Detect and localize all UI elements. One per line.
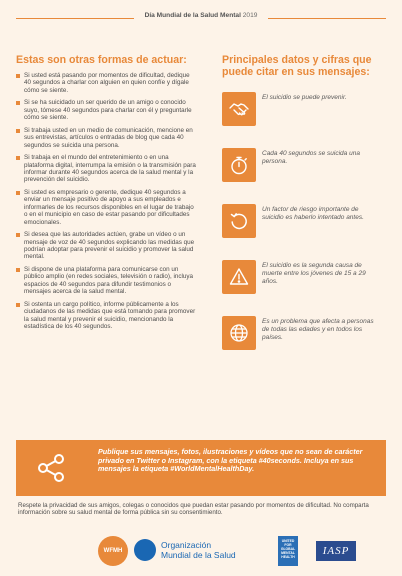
fact-item: [222, 256, 386, 312]
social-callout: [16, 440, 386, 496]
fact-text: El suicidio es la segunda causa de muerte entre los jóvenes de 15 a 29 años.: [262, 262, 366, 285]
fact-item: [222, 144, 386, 200]
fact-item: [222, 200, 386, 256]
list-item: Si trabaja en el mundo del entretenimiento o en una plataforma digital, interrumpa la emisión o la transmisión para informar durante 40 segundos acerca de la salud mental y la prevención del suicidio.: [16, 154, 198, 184]
header-rule-right: [268, 18, 386, 19]
page: [8, 6, 394, 570]
page-header: [8, 6, 394, 32]
facts-column: [222, 54, 386, 368]
bullet-square-icon: [16, 268, 20, 272]
fact-text: Cada 40 segundos se suicida una persona.: [262, 150, 360, 165]
united-mental-health-logo: UNITED FOR GLOBAL MENTAL HEALTH: [278, 536, 298, 566]
handshake-icon: [222, 92, 256, 126]
repeat-arrow-icon: [222, 204, 256, 238]
list-item: Si ostenta un cargo político, informe públicamente a los ciudadanos de las medidas que está tomando para promover la salud mental y prevenir el suicidio, mencionando la estadística de los 40 segundos.: [16, 301, 198, 331]
bullet-square-icon: [16, 101, 20, 105]
privacy-note: Respete la privacidad de sus amigos, colegas o conocidos que puedan estar pasando por momentos de dificultad. No comparta información sobre su salud mental de forma pública sin su consentimiento.: [18, 502, 369, 517]
bullet-square-icon: [16, 156, 20, 160]
bullet-square-icon: [16, 233, 20, 237]
callout-text: Publique sus mensajes, fotos, ilustraciones y vídeos que no sean de carácter privado en Twitter o Instagram, con la etiqueta #40seconds. Incluya en sus mensajes la etiqueta #WorldMentalHealthDay.: [98, 447, 363, 474]
facts-heading: Principales datos y cifras que puede citar en sus mensajes:: [222, 54, 372, 78]
who-name-line2: Mundial de la Salud: [161, 550, 236, 560]
globe-icon: [222, 316, 256, 350]
logo-bar: [16, 534, 386, 568]
list-item: Si dispone de una plataforma para comunicarse con un público amplio (en redes sociales, televisión o radio), incluya espacios de 40 segundos para difundir testimonios o mensajes acerca de la salud mental.: [16, 266, 198, 296]
who-emblem-icon: [134, 539, 156, 561]
fact-text: El suicidio se puede prevenir.: [262, 94, 347, 101]
fact-item: [222, 312, 386, 368]
list-item: Si usted es empresario o gerente, dedique 40 segundos a enviar un mensaje positivo de apoyo a sus empleados e informarles de los recursos disponibles en el lugar de trabajo o en el municipio en caso de estar pasando por dificultades emocionales.: [16, 189, 198, 226]
iasp-logo: IASP: [316, 541, 356, 561]
actions-list: [16, 72, 198, 331]
bullet-square-icon: [16, 129, 20, 133]
list-item: Si trabaja usted en un medio de comunicación, mencione en sus entrevistas, artículos o entradas de blog que cada 40 segundos se suicida una persona.: [16, 127, 198, 149]
list-item: Si desea que las autoridades actúen, grabe un vídeo o un mensaje de voz de 40 segundos explicando las medidas que podrían adoptar para prevenir el suicidio y promover la salud mental.: [16, 231, 198, 261]
who-name-line1: Organización: [161, 540, 212, 550]
stopwatch-icon: [222, 148, 256, 182]
bullet-square-icon: [16, 191, 20, 195]
wfmh-logo: WFMH: [98, 536, 128, 566]
bullet-square-icon: [16, 303, 20, 307]
share-icon: [36, 453, 66, 483]
bullet-square-icon: [16, 74, 20, 78]
list-item: Si se ha suicidado un ser querido de un amigo o conocido suyo, tómese 40 segundos para charlar con él y preguntarle cómo se siente.: [16, 99, 198, 121]
facts-list: [222, 88, 386, 368]
fact-text: Es un problema que afecta a personas de todas las edades y en todos los países.: [262, 318, 374, 341]
title-text: Día Mundial de la Salud Mental: [144, 12, 241, 19]
warning-icon: [222, 260, 256, 294]
actions-column: [16, 54, 198, 336]
title-year: 2019: [242, 12, 258, 19]
list-item: Si usted está pasando por momentos de dificultad, dedique 40 segundos a charlar con alguien en quien confíe y dígale cómo se siente.: [16, 72, 198, 94]
fact-item: [222, 88, 386, 144]
who-logo: [134, 538, 244, 564]
actions-heading: Estas son otras formas de actuar:: [16, 54, 187, 66]
fact-text: Un factor de riesgo importante de suicidio es haberlo intentado antes.: [262, 206, 364, 221]
